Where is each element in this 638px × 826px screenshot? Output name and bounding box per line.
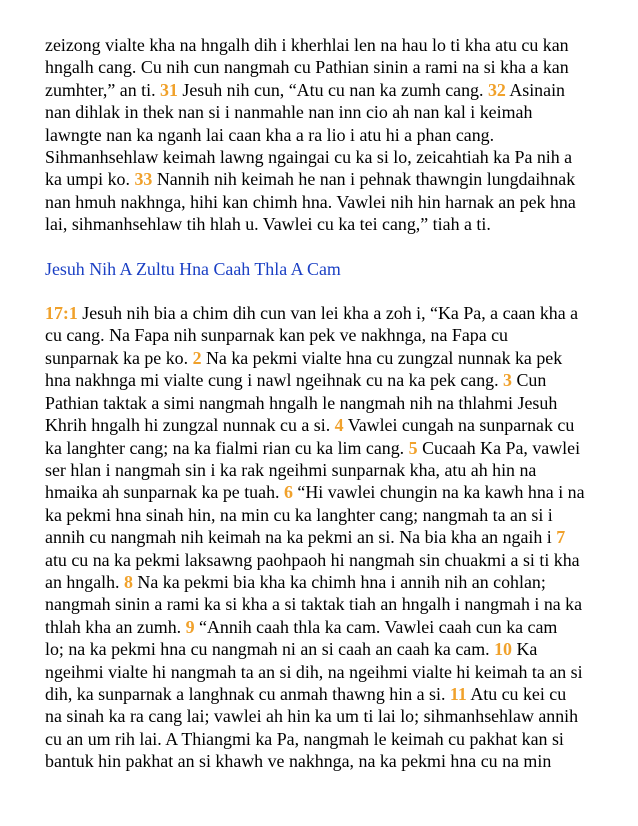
verse-text: Nannih nih keimah he nan i pehnak thawngin lungdaihnak bbox=[152, 169, 576, 190]
text-line bbox=[45, 481, 605, 503]
text-line bbox=[45, 459, 605, 481]
text-line bbox=[45, 369, 605, 391]
text-line bbox=[45, 168, 605, 190]
text-line bbox=[45, 213, 605, 235]
text-line bbox=[45, 571, 605, 593]
verse-text: Cucaah Ka Pa, vawlei bbox=[417, 437, 581, 458]
text-line bbox=[45, 101, 605, 123]
text-line bbox=[45, 728, 605, 750]
verse-number: 33 bbox=[134, 169, 153, 190]
verse-text: “Hi vawlei chungin na ka kawh hna i na bbox=[292, 482, 585, 503]
verse-number: 17:1 bbox=[45, 303, 78, 324]
verse-text: an hngalh. bbox=[45, 571, 124, 592]
text-line bbox=[45, 593, 605, 615]
text-line bbox=[45, 79, 605, 101]
verse-text: “Annih caah thla ka cam. Vawlei caah cun ka cam bbox=[194, 616, 558, 637]
verse-text: ngeihmi vialte hi nangmah ta an si dih, na ngeihmi vialte hi keimah ta an si bbox=[45, 661, 583, 682]
paragraph-gap bbox=[45, 280, 605, 302]
verse-number: 4 bbox=[334, 415, 344, 436]
text-line bbox=[45, 705, 605, 727]
verse-text: Vawlei cungah na sunparnak cu bbox=[343, 415, 575, 436]
verse-number: 7 bbox=[556, 527, 566, 548]
text-line bbox=[45, 124, 605, 146]
text-line bbox=[45, 616, 605, 638]
text-line bbox=[45, 750, 605, 772]
verse-text: hmaika ah sunparnak ka pe tuah. bbox=[45, 482, 284, 503]
verse-number: 31 bbox=[160, 79, 178, 100]
verse-text: ka umpi ko. bbox=[45, 169, 135, 190]
verse-number: 11 bbox=[449, 683, 467, 704]
verse-text: zeizong vialte kha na hngalh dih i kherhlai len na hau lo ti kha atu cu kan bbox=[45, 35, 569, 55]
verse-text: Jesuh nih bia a chim dih cun van lei kha a zoh i, “Ka Pa, a caan kha a bbox=[77, 303, 579, 324]
verse-text: Jesuh nih cun, “Atu cu nan ka zumh cang. bbox=[177, 79, 488, 100]
verse-text: nan hmuh nakhnga, hihi kan chimh hna. Vawlei nih hin harnak an pek hna bbox=[45, 191, 576, 212]
text-line bbox=[45, 661, 605, 683]
verse-text: nan dihlak in thek nan si i nanmahle nan inn cio ah nan kal i keimah bbox=[45, 102, 533, 123]
verse-text: lai, sihmanhsehlaw tih hlah u. Vawlei cu ka tei cang,” tiah a ti. bbox=[45, 214, 491, 235]
verse-text: Ka bbox=[511, 639, 538, 660]
text-line bbox=[45, 34, 605, 56]
verse-text: nangmah sinin a rami ka si kha a si taktak tiah an hngalh i nangmah i na ka bbox=[45, 594, 583, 615]
verse-number: 32 bbox=[487, 79, 506, 100]
paragraph-gap bbox=[45, 236, 605, 258]
verse-text: Khrih hngalh hi zungzal nunnak cu a si. bbox=[45, 415, 335, 436]
verse-text: sunparnak ka pe ko. bbox=[45, 347, 193, 368]
verse-text: dih, ka sunparnak a langhnak cu anmah thawng hin a si. bbox=[45, 683, 450, 704]
verse-number: 10 bbox=[494, 639, 512, 660]
verse-number: 3 bbox=[503, 370, 512, 391]
text-line bbox=[45, 549, 605, 571]
verse-text: thlah kha an zumh. bbox=[45, 616, 186, 637]
verse-text: Na ka pekmi vialte hna cu zungzal nunnak ka pek bbox=[201, 347, 563, 368]
verse-number: 6 bbox=[283, 482, 293, 503]
verse-number: 2 bbox=[192, 347, 202, 368]
verse-text: annih cu nangmah nih keimah na ka pekmi an si. Na bia kha an ngaih i bbox=[45, 527, 557, 548]
verse-text: Atu cu kei cu bbox=[466, 683, 567, 704]
verse-text: Pathian taktak a simi nangmah hngalh le nangmah nih na thlahmi Jesuh bbox=[45, 392, 558, 413]
verse-text: ka langhter cang; na ka fialmi rian cu ka lim cang. bbox=[45, 437, 409, 458]
text-line bbox=[45, 191, 605, 213]
verse-text: ser hlan i nangmah sin i ka rak ngeihmi sunparnak kha, atu ah hin na bbox=[45, 459, 537, 480]
text-line bbox=[45, 504, 605, 526]
text-line bbox=[45, 526, 605, 548]
text-line bbox=[45, 302, 605, 324]
verse-number: 5 bbox=[408, 437, 418, 458]
verse-text: na sinah ka ra cang lai; vawlei ah hin ka um ti lai lo; sihmanhsehlaw annih bbox=[45, 706, 579, 727]
section-heading: Jesuh Nih A Zultu Hna Caah Thla A Cam bbox=[45, 258, 341, 279]
paragraph-john-17-prayer bbox=[45, 302, 605, 773]
verse-text: hna nakhnga mi vialte cung i nawl ngeihnak cu na ka pek cang. bbox=[45, 370, 504, 391]
verse-text: atu cu na ka pekmi laksawng paohpaoh hi nangmah sin chuakmi a si ti kha bbox=[45, 549, 580, 570]
text-line bbox=[45, 392, 605, 414]
verse-text: cu an um rih lai. A Thiangmi ka Pa, nangmah le keimah cu pakhat kan si bbox=[45, 728, 564, 749]
verse-number: 8 bbox=[124, 571, 133, 592]
verse-text: Na ka pekmi bia kha ka chimh hna i annih nih an cohlan; bbox=[132, 571, 546, 592]
verse-number: 9 bbox=[185, 616, 195, 637]
verse-text: lawngte nan ka nganh lai caan kha a ra lio i atu hi a phan cang. bbox=[45, 124, 495, 145]
verse-text: Sihmanhsehlaw keimah lawng ngaingai cu ka si lo, zeicahtiah ka Pa nih a bbox=[45, 147, 573, 168]
text-line bbox=[45, 683, 605, 705]
verse-text: cu cang. Na Fapa nih sunparnak kan pek ve nakhnga, na Fapa cu bbox=[45, 325, 509, 346]
document-page bbox=[45, 34, 605, 773]
verse-text: hngalh cang. Cu nih cun nangmah cu Pathian sinin a rami na si kha a kan bbox=[45, 57, 569, 78]
verse-text: bantuk hin pakhat an si khawh ve nakhnga, na ka pekmi hna cu na min bbox=[45, 751, 552, 772]
text-line bbox=[45, 437, 605, 459]
verse-text: Cun bbox=[512, 370, 547, 391]
verse-text: ka pekmi hna sinah hin, na min cu ka langhter cang; nangmah ta an si i bbox=[45, 504, 553, 525]
text-line bbox=[45, 56, 605, 78]
text-line bbox=[45, 414, 605, 436]
text-line bbox=[45, 347, 605, 369]
verse-text: zumhter,” an ti. bbox=[45, 79, 161, 100]
text-line bbox=[45, 638, 605, 660]
text-line bbox=[45, 324, 605, 346]
verse-text: lo; na ka pekmi hna cu nangmah ni an si caah an caah ka cam. bbox=[45, 639, 495, 660]
paragraph-john-16-end bbox=[45, 34, 605, 236]
verse-text: Asinain bbox=[505, 79, 565, 100]
text-line bbox=[45, 146, 605, 168]
